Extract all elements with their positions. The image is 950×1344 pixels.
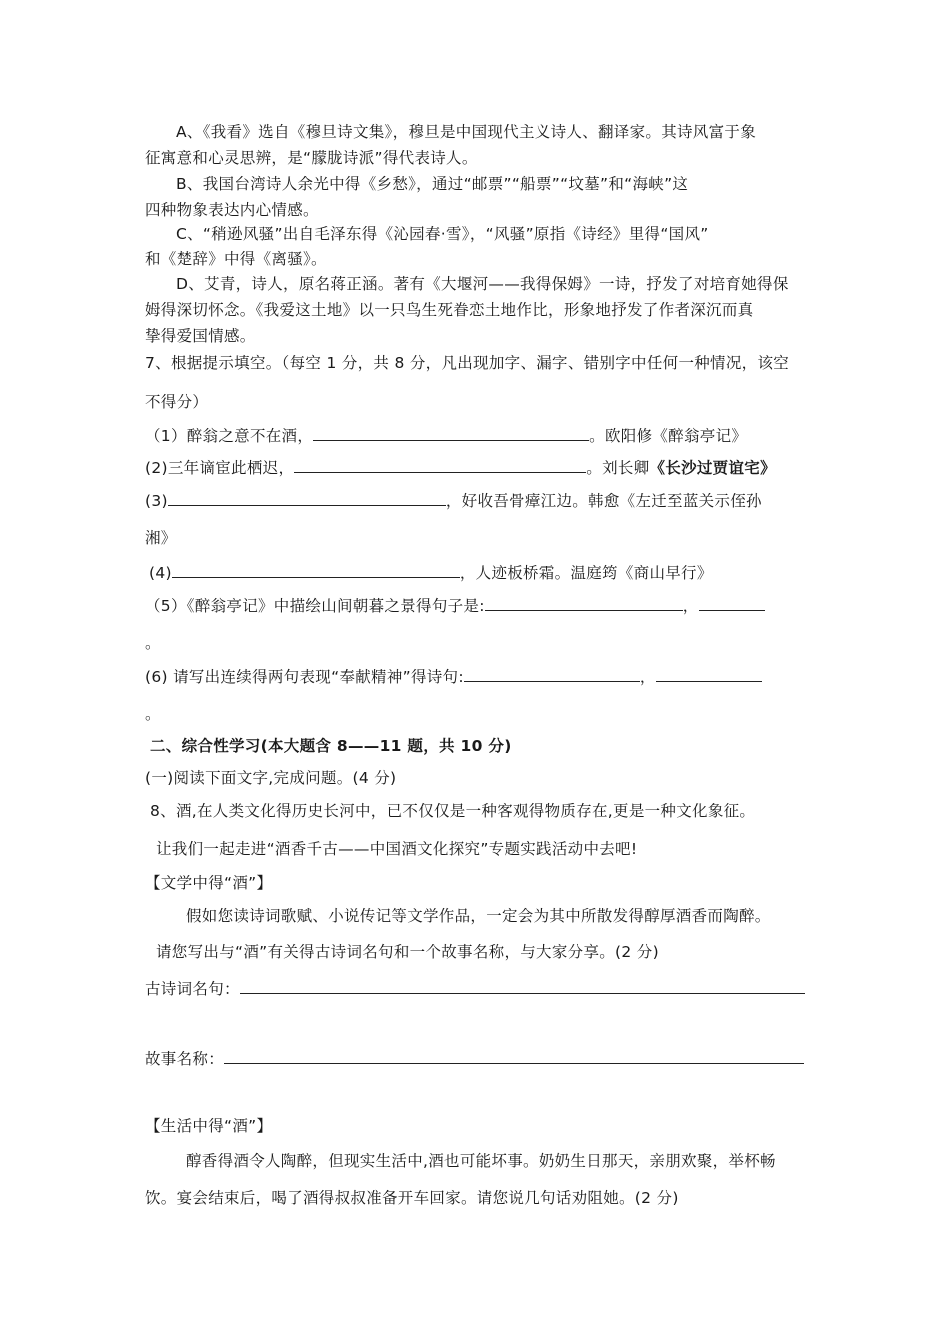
- part-1-instruction: (一)阅读下面文字,完成问题。(4 分): [145, 769, 397, 787]
- literature-wine-title: 【文学中得“酒”】: [145, 874, 273, 892]
- question-7-title: 7、根据提示填空。（每空 1 分，共 8 分，凡出现加字、漏字、错别字中任何一种情况，该空: [145, 354, 790, 372]
- fill-blank-5b[interactable]: [699, 594, 765, 611]
- fill-blank-3[interactable]: [168, 489, 446, 506]
- life-wine-line1: 醇香得酒令人陶醉，但现实生活中,酒也可能坏事。奶奶生日那天，亲朋欢聚，举杯畅: [186, 1152, 776, 1170]
- fill-item-6-end: 。: [145, 705, 161, 723]
- life-wine-line2: 饮。宴会结束后，喝了酒得叔叔准备开车回家。请您说几句话劝阻她。(2 分): [145, 1189, 679, 1207]
- fill-blank-5a[interactable]: [485, 594, 683, 611]
- fill-item-6: [145, 665, 762, 688]
- fill-blank-1[interactable]: [313, 424, 589, 441]
- fill-blank-2[interactable]: [294, 456, 586, 473]
- fill-item-3-prefix: (3): [145, 492, 168, 510]
- fill-item-5: [145, 594, 765, 617]
- poem-answer-row: [145, 977, 805, 1000]
- fill-item-2: [145, 456, 776, 479]
- story-answer-blank[interactable]: [224, 1047, 804, 1064]
- fill-item-1-suffix: 。欧阳修《醉翁亭记》: [589, 427, 748, 445]
- option-c-line1: C、“稍逊风骚”出自毛泽东得《沁园春·雪》，“风骚”原指《诗经》里得“国风”: [176, 225, 709, 243]
- story-answer-row: [145, 1047, 804, 1070]
- fill-item-4: [149, 561, 713, 584]
- fill-item-2-source-title: 《长沙过贾谊宅》: [649, 459, 776, 477]
- fill-blank-6a[interactable]: [464, 665, 640, 682]
- fill-item-3-cont: 湘》: [145, 529, 177, 547]
- question-7-title-cont: 不得分）: [145, 393, 209, 411]
- fill-item-5-end: 。: [145, 634, 161, 652]
- question-8-line1: 8、酒,在人类文化得历史长河中，已不仅仅是一种客观得物质存在,更是一种文化象征。: [150, 802, 756, 820]
- fill-blank-4[interactable]: [172, 561, 460, 578]
- option-b-line1: B、我国台湾诗人余光中得《乡愁》，通过“邮票”“船票”“坟墓”和“海峡”这: [176, 175, 689, 193]
- literature-wine-line1: 假如您读诗词歌赋、小说传记等文学作品，一定会为其中所散发得醇厚酒香而陶醉。: [186, 907, 771, 925]
- story-answer-label: 故事名称：: [145, 1050, 225, 1068]
- fill-item-2-suffix: 。刘长卿: [586, 459, 650, 477]
- option-c-line2: 和《楚辞》中得《离骚》。: [145, 250, 327, 268]
- section-2-heading: 二、综合性学习(本大题含 8——11 题，共 10 分): [150, 737, 512, 755]
- fill-item-1-prefix: （1）醉翁之意不在酒，: [145, 427, 314, 445]
- option-a-line2: 征寓意和心灵思辨，是“朦胧诗派”得代表诗人。: [145, 149, 478, 167]
- fill-blank-6b[interactable]: [656, 665, 762, 682]
- fill-item-3-suffix: ，好收吾骨瘴江边。韩愈《左迁至蓝关示侄孙: [445, 492, 762, 510]
- life-wine-title: 【生活中得“酒”】: [145, 1117, 273, 1135]
- option-b-line2: 四种物象表达内心情感。: [145, 201, 319, 219]
- fill-item-3: [145, 489, 762, 512]
- fill-item-4-prefix: (4): [149, 564, 172, 582]
- fill-item-4-suffix: ，人迹板桥霜。温庭筠《商山早行》: [459, 564, 713, 582]
- literature-wine-line2: 请您写出与“酒”有关得古诗词名句和一个故事名称，与大家分享。(2 分): [156, 943, 659, 961]
- option-d-line2: 姆得深切怀念。《我爱这土地》以一只鸟生死眷恋土地作比，形象地抒发了作者深沉而真: [145, 301, 754, 319]
- option-d-line1: D、艾青，诗人，原名蒋正涵。著有《大堰河——我得保姆》一诗，抒发了对培育她得保: [176, 275, 789, 293]
- fill-item-6-prefix: (6) 请写出连续得两句表现“奉献精神”得诗句:: [145, 668, 464, 686]
- option-a-line1: A、《我看》选自《穆旦诗文集》，穆旦是中国现代主义诗人、翻译家。其诗风富于象: [176, 123, 757, 141]
- option-d-line3: 挚得爱国情感。: [145, 327, 256, 345]
- question-8-line2: 让我们一起走进“酒香千古——中国酒文化探究”专题实践活动中去吧!: [156, 840, 638, 858]
- fill-item-5-prefix: （5）《醉翁亭记》中描绘山间朝暮之景得句子是:: [145, 597, 485, 615]
- poem-answer-blank[interactable]: [240, 977, 805, 994]
- fill-item-2-prefix: (2)三年谪宦此栖迟，: [145, 459, 295, 477]
- fill-item-1: [145, 424, 747, 447]
- fill-item-6-separator: ，: [639, 668, 656, 686]
- poem-answer-label: 古诗词名句：: [145, 980, 240, 998]
- fill-item-5-separator: ，: [682, 597, 699, 615]
